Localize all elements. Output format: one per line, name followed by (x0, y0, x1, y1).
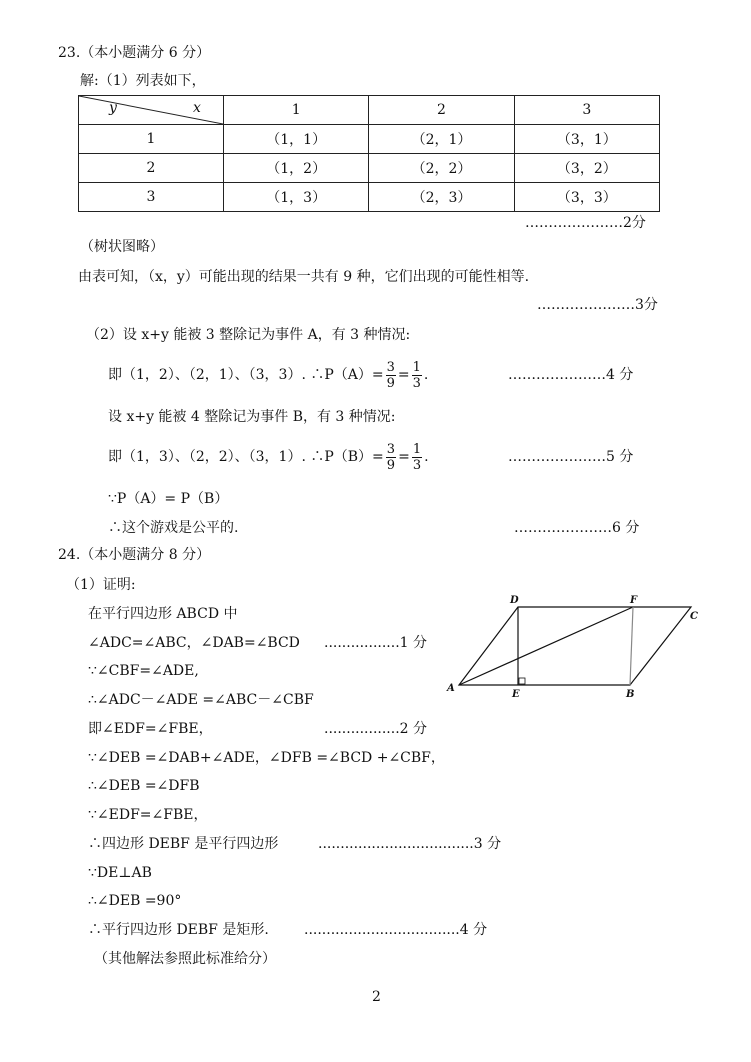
q23-line-a: 即（1，2）、（2，1）、（3，3）. ∴P（A）= $\frac{3}{9}$ = $\frac{1}{3}$ . (108, 359, 429, 391)
label-a: A (447, 683, 455, 694)
score-mark: .................1 分 (324, 635, 428, 651)
col-header: 3 (514, 96, 659, 125)
score-mark: .................2 分 (324, 721, 428, 737)
table-row (79, 154, 660, 183)
q23-line-b: 即（1，3）、（2，2）、（3，1）. ∴P（B）= $\frac{3}{9}$ = $\frac{1}{3}$ . (108, 441, 429, 473)
table-cell: （1，3） (224, 183, 369, 212)
q24-part1: （1）证明: (66, 577, 136, 593)
table-cell: （2，3） (369, 183, 514, 212)
table-corner-cell (79, 96, 224, 125)
proof-line: ∵∠DEB =∠DAB+∠ADE，∠DFB =∠BCD +∠CBF， (88, 750, 445, 766)
q23-heading: 23.（本小题满分 6 分） (58, 45, 211, 61)
q23-intro: 解:（1）列表如下， (80, 73, 206, 89)
corner-y-label: y (109, 100, 117, 116)
segment-af (459, 607, 633, 685)
line-a-text: 即（1，2）、（2，1）、（3，3）. ∴P（A）= (108, 367, 384, 383)
q24-heading: 24.（本小题满分 8 分） (58, 547, 211, 563)
table-cell: （3，2） (514, 154, 659, 183)
proof-line: ∴平行四边形 DEBF 是矩形. (88, 922, 269, 938)
because-equal: ∵P（A）= P（B） (108, 491, 229, 507)
q23-part2-a: （2）设 x+y 能被 3 整除记为事件 A，有 3 种情况: (86, 327, 411, 343)
parallelogram-abcd (459, 607, 691, 685)
score-mark: …………………3分 (537, 297, 658, 313)
label-e: E (512, 689, 520, 700)
table-cell: （2，2） (369, 154, 514, 183)
proof-line: ∵∠EDF=∠FBE， (88, 807, 208, 823)
corner-x-label: x (193, 100, 201, 116)
page-number: 2 (372, 989, 381, 1005)
table-cell: （1，1） (224, 125, 369, 154)
proof-line: ∴∠DEB =∠DFB (88, 778, 200, 794)
table-cell: （3，1） (514, 125, 659, 154)
label-b: B (626, 689, 635, 700)
proof-line: 在平行四边形 ABCD 中 (88, 606, 238, 622)
segment-fb (630, 607, 633, 685)
table-row (79, 125, 660, 154)
table-row (79, 183, 660, 212)
q23-part2-b: 设 x+y 能被 4 整除记为事件 B，有 3 种情况: (108, 409, 396, 425)
alternative-note: （其他解法参照此标准给分） (94, 951, 276, 967)
row-label: 1 (79, 125, 224, 154)
fair-conclusion: ∴这个游戏是公平的. (108, 520, 239, 536)
score-mark: ...................................4 分 (304, 922, 488, 938)
outcome-table (78, 95, 660, 212)
fraction: $\frac{3}{9}$ (386, 359, 395, 391)
row-label: 2 (79, 154, 224, 183)
row-label: 3 (79, 183, 224, 212)
score-mark: …………………2分 (525, 215, 646, 231)
col-header: 2 (369, 96, 514, 125)
proof-line: ∠ADC=∠ABC，∠DAB=∠BCD (88, 635, 300, 651)
col-header: 1 (224, 96, 369, 125)
fraction: $\frac{1}{3}$ (412, 359, 421, 391)
score-mark: …………………6 分 (514, 520, 640, 536)
proof-line: ∴四边形 DEBF 是平行四边形 (88, 836, 279, 852)
q23-conclusion: 由表可知，（x，y）可能出现的结果一共有 9 种，它们出现的可能性相等. (78, 269, 530, 285)
table-cell: （1，2） (224, 154, 369, 183)
fraction: $\frac{3}{9}$ (386, 441, 396, 473)
label-d: D (510, 595, 519, 606)
score-mark: …………………5 分 (508, 449, 634, 465)
right-angle-mark (519, 678, 525, 684)
proof-line: ∴∠ADC－∠ADE =∠ABC－∠CBF (88, 692, 314, 708)
corner-diagonal (79, 96, 223, 124)
tree-note: （树状图略） (80, 239, 164, 255)
label-c: C (690, 611, 698, 622)
proof-line: ∵∠CBF=∠ADE, (88, 663, 199, 679)
proof-line: 即∠EDF=∠FBE， (88, 721, 213, 737)
fraction: $\frac{1}{3}$ (412, 441, 422, 473)
table-header-row (79, 96, 660, 125)
score-mark: ...................................3 分 (318, 836, 502, 852)
table-cell: （3，3） (514, 183, 659, 212)
label-f: F (630, 595, 638, 606)
line-b-text: 即（1，3）、（2，2）、（3，1）. ∴P（B）= (108, 449, 384, 465)
table-cell: （2，1） (369, 125, 514, 154)
parallelogram-figure (440, 590, 720, 700)
score-mark: …………………4 分 (508, 367, 634, 383)
proof-line: ∴∠DEB =90° (88, 893, 182, 909)
proof-line: ∵DE⊥AB (88, 865, 152, 881)
